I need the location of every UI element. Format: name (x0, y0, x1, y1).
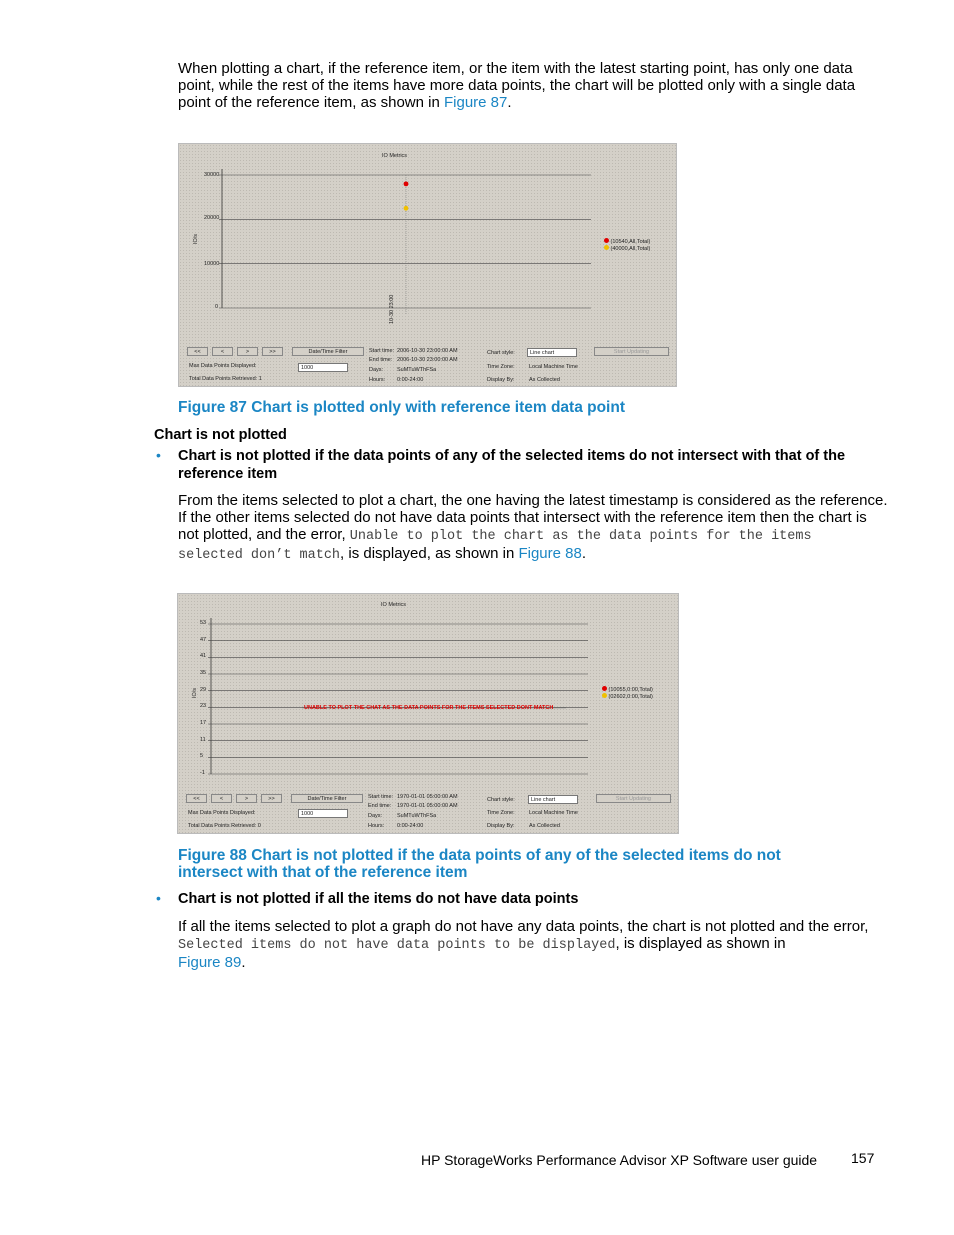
start-updating-button[interactable]: Start Updating (594, 347, 669, 356)
section-heading: Chart is not plotted (154, 427, 287, 443)
end-time-label: End time: (368, 803, 392, 809)
end-time-value: 2006-10-30 23:00:00 AM (397, 357, 458, 363)
prev-page-button[interactable]: < (212, 347, 233, 356)
y-axis-label: IO/s (193, 233, 200, 245)
error-message-code: Unable to plot the chart as the data points for the items (349, 529, 812, 544)
days-value: SuMTuWThFSa (397, 367, 437, 373)
figure-88-link[interactable]: Figure 88 (518, 545, 582, 562)
max-points-label: Max Data Points Displayed: (189, 363, 257, 369)
figure-87-link[interactable]: Figure 87 (443, 94, 508, 111)
display-by-value: As Collected (529, 377, 560, 383)
error-message-code: selected don’t match (178, 548, 341, 563)
legend-swatch-yellow (604, 245, 609, 250)
y-axis-label: IO/s (192, 687, 199, 699)
legend-item: (02602,0:00,Total) (602, 693, 653, 700)
error-message: UNABLE TO PLOT THE CHAT AS THE DATA POINTS FOR THE ITEMS SELECTED DONT MATCH (304, 705, 554, 711)
y-tick-label: 17 (200, 720, 207, 726)
legend-swatch-yellow (602, 693, 607, 698)
hours-value: 0:00-24:00 (397, 823, 424, 829)
page-number: 157 (851, 1150, 875, 1166)
y-tick-label: 23 (200, 703, 207, 710)
y-tick-label: 10000 (204, 261, 220, 267)
bullet-marker: • (156, 890, 161, 906)
next-page-button[interactable]: > (237, 347, 258, 356)
no-data-paragraph: If all the items selected to plot a graph do not have any data points, the chart is not plotted and the error, Selected items do not have data points to be displayed, is displayed as shown in Figure 89. (178, 918, 869, 971)
total-points-label: Total Data Points Retrieved: 1 (189, 376, 262, 382)
last-page-button[interactable]: >> (262, 347, 283, 356)
figure-89-link[interactable]: Figure 89 (178, 954, 242, 971)
prev-page-button[interactable]: < (211, 794, 232, 803)
intro-line-2: point, while the rest of the items have more data points, the chart will be plotted only with a single data (178, 77, 856, 94)
data-point (404, 206, 409, 211)
error-message-code: Selected items do not have data points to be displayed (178, 938, 616, 953)
legend (602, 686, 653, 700)
y-tick-label: 41 (200, 653, 207, 660)
last-page-button[interactable]: >> (261, 794, 282, 803)
legend-item: (10540,All,Total) (604, 238, 650, 245)
y-tick-label: 53 (200, 620, 207, 626)
start-time-label: Start time: (369, 348, 395, 354)
legend-item: (10055,0:00,Total) (602, 686, 653, 693)
start-time-value: 2006-10-30 23:00:00 AM (397, 348, 458, 354)
chart-title: IO Metrics (382, 153, 408, 159)
legend (604, 238, 650, 252)
y-tick-label: 0 (215, 304, 219, 310)
bullet-marker: • (156, 447, 161, 463)
time-zone-label: Time Zone: (487, 810, 515, 816)
date-time-filter-button[interactable]: Date/Time Filter (292, 347, 364, 356)
intro-line-3: point of the reference item, as shown in Figure 87. (178, 94, 512, 111)
bullet-2-text: Chart is not plotted if all the items do not have data points (178, 891, 579, 907)
y-tick-label: 47 (200, 636, 207, 643)
time-zone-label: Time Zone: (487, 364, 515, 370)
figure-88-screenshot (177, 593, 679, 834)
days-value: SuMTuWThFSa (397, 813, 437, 819)
display-by-label: Display By: (487, 377, 515, 383)
next-page-button[interactable]: > (236, 794, 257, 803)
chart-title: IO Metrics (381, 602, 407, 608)
display-by-value: As Collected (529, 823, 560, 829)
footer-title: HP StorageWorks Performance Advisor XP Software user guide (421, 1152, 818, 1168)
y-tick-label: -1 (200, 770, 205, 776)
intro-line-1: When plotting a chart, if the reference item, or the item with the latest starting point, has only one data (178, 60, 853, 77)
days-label: Days: (368, 813, 383, 819)
y-tick-label: 35 (200, 670, 207, 676)
total-points-label: Total Data Points Retrieved: 0 (188, 823, 261, 829)
data-point (404, 181, 409, 186)
figure-88-caption: Figure 88 Chart is not plotted if the data points of any of the selected items do not intersect with that of the reference item (178, 847, 781, 881)
first-page-button[interactable]: << (187, 347, 208, 356)
first-page-button[interactable]: << (186, 794, 207, 803)
legend-item: (40000,All,Total) (604, 245, 650, 252)
legend-swatch-red (602, 686, 607, 691)
chart-style-select[interactable]: Line chart (527, 348, 577, 357)
end-time-label: End time: (369, 357, 393, 363)
y-tick-label: 20000 (204, 215, 220, 221)
chart-style-select[interactable]: Line chart (528, 795, 578, 804)
end-time-value: 1970-01-01 05:00:00 AM (397, 803, 458, 809)
start-time-value: 1970-01-01 05:00:00 AM (397, 794, 458, 800)
figure-87-screenshot (178, 143, 677, 387)
legend-swatch-red (604, 238, 609, 243)
y-tick-label: 5 (200, 753, 204, 760)
chart-style-label: Chart style: (487, 797, 515, 803)
hours-value: 0:00-24:00 (397, 377, 424, 383)
reference-paragraph: From the items selected to plot a chart, the one having the latest timestamp is considered as the reference. If the other items selected do not have data points that intersect with the reference item then the chart is not plotted, and the error, Unable to plot the chart as the data points for the items selected don’t match, is displayed, as shown in Figure 88. (178, 492, 888, 563)
figure-87-caption: Figure 87 Chart is plotted only with reference item data point (178, 399, 625, 416)
date-time-filter-button[interactable]: Date/Time Filter (291, 794, 363, 803)
x-tick-label: 10-30 23:00 (389, 294, 395, 324)
hours-label: Hours: (369, 377, 386, 383)
bullet-1-text: Chart is not plotted if the data points of any of the selected items do not intersect with that of the reference item (178, 448, 846, 482)
max-points-select[interactable]: 1000 (298, 363, 348, 372)
days-label: Days: (369, 367, 384, 373)
y-tick-label: 29 (200, 686, 207, 693)
time-zone-value: Local Machine Time (529, 364, 578, 370)
hours-label: Hours: (368, 823, 385, 829)
chart-style-label: Chart style: (487, 350, 515, 356)
max-points-label: Max Data Points Displayed: (188, 810, 256, 816)
intro-paragraph (178, 60, 898, 111)
max-points-select[interactable]: 1000 (298, 809, 348, 818)
display-by-label: Display By: (487, 823, 515, 829)
time-zone-value: Local Machine Time (529, 810, 578, 816)
start-updating-button[interactable]: Start Updating (596, 794, 671, 803)
start-time-label: Start time: (368, 794, 394, 800)
y-tick-label: 30000 (204, 172, 220, 178)
y-tick-label: 11 (200, 736, 206, 743)
